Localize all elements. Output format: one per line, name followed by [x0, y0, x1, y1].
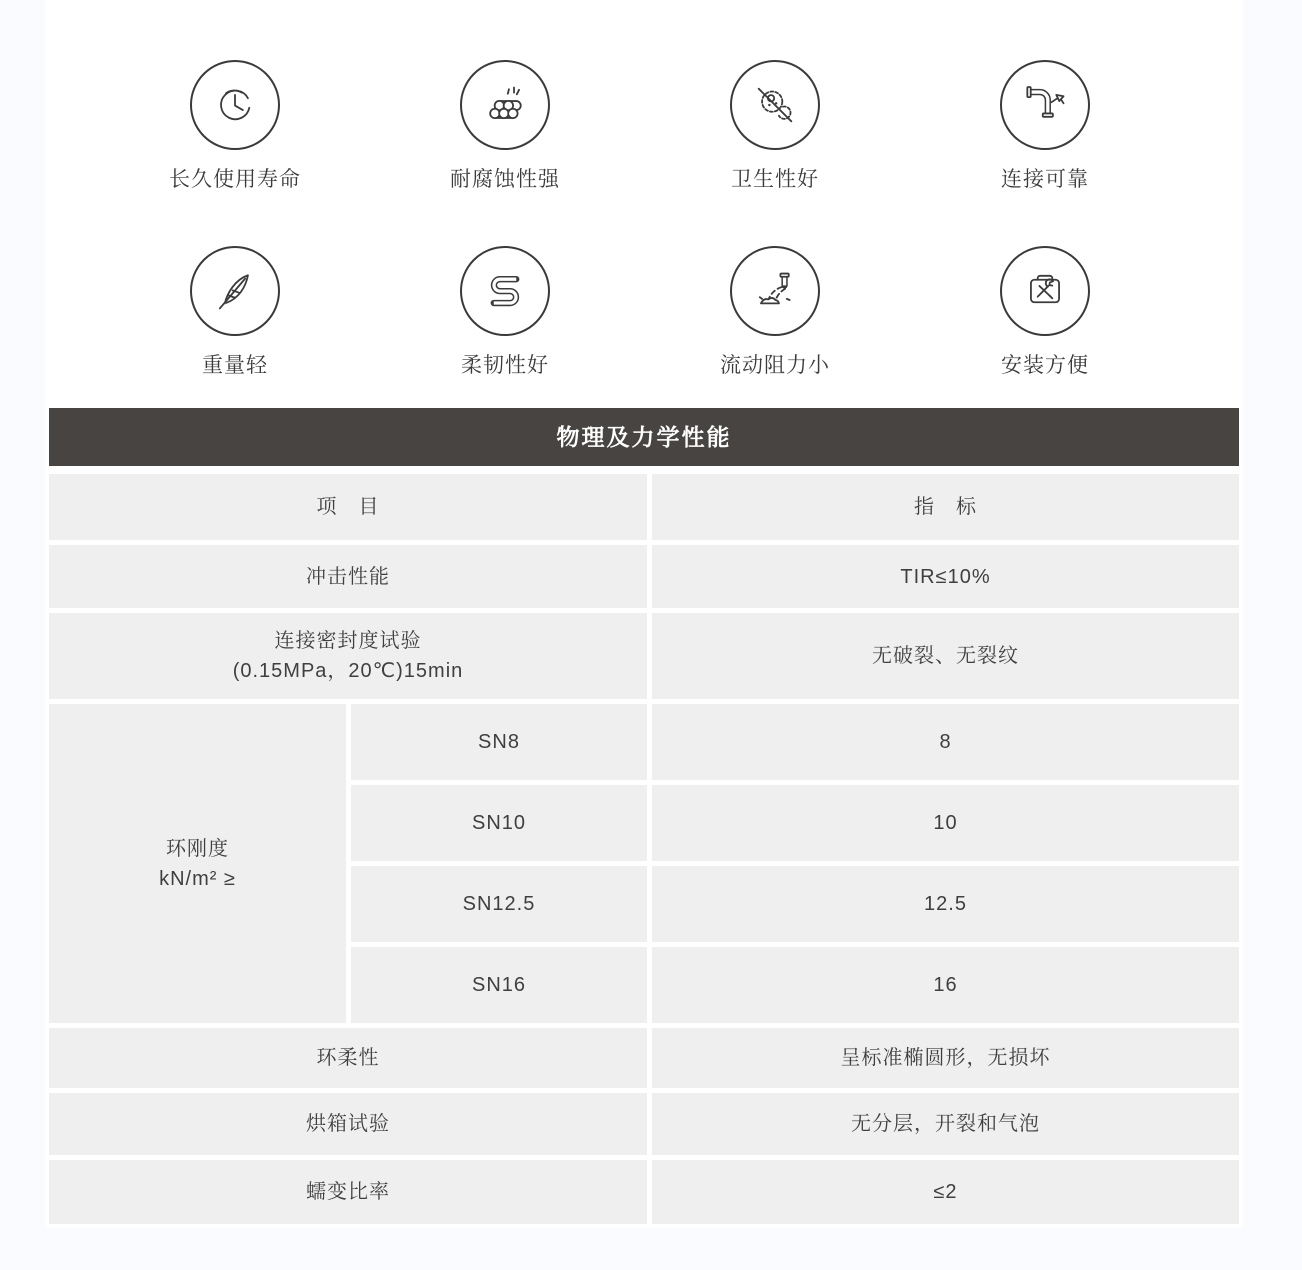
table-row-oven-test: [49, 1093, 1239, 1155]
value-cell: 12.5: [652, 866, 1239, 942]
water-flow-icon: [730, 246, 820, 336]
feature-grid: [100, 0, 1180, 380]
feature-label: 卫生性好: [731, 168, 819, 191]
feature-label: 流动阻力小: [720, 354, 830, 377]
value-cell: 无破裂、无裂纹: [652, 613, 1239, 699]
value-cell: 无分层，开裂和气泡: [652, 1093, 1239, 1155]
clock-icon: [190, 60, 280, 150]
feature-hygienic: [640, 60, 910, 194]
value-cell: ≤2: [652, 1160, 1239, 1224]
item-cell: [49, 613, 647, 699]
feature-corrosion-resistant: [370, 60, 640, 194]
feature-long-life: [100, 60, 370, 194]
table-row-creep-ratio: [49, 1160, 1239, 1224]
table-row-sn8: [351, 704, 1239, 780]
feature-label: 柔韧性好: [461, 354, 549, 377]
value-cell: 8: [652, 704, 1239, 780]
item-cell: 烘箱试验: [49, 1093, 647, 1155]
spec-table: [49, 408, 1239, 1224]
feature-label: 长久使用寿命: [169, 168, 301, 191]
table-row-ring-flexibility: [49, 1028, 1239, 1088]
ring-stiffness-label-cell: [49, 704, 346, 1023]
feature-easy-install: [910, 246, 1180, 380]
table-row-sn10: [351, 785, 1239, 861]
table-title: 物理及力学性能: [49, 408, 1239, 466]
table-row-impact: [49, 545, 1239, 608]
table-header-row: [49, 474, 1239, 540]
value-cell: 10: [652, 785, 1239, 861]
pipes-stack-icon: [460, 60, 550, 150]
ring-stiffness-label-line1: 环刚度: [166, 837, 229, 860]
feature-label: 重量轻: [202, 354, 268, 377]
content-card: [45, 0, 1243, 1228]
grade-cell: SN10: [351, 785, 647, 861]
grade-cell: SN16: [351, 947, 647, 1023]
grade-cell: SN8: [351, 704, 647, 780]
flexible-pipe-icon: [460, 246, 550, 336]
ring-stiffness-label-line2: kN/m² ≥: [159, 867, 236, 890]
no-bacteria-icon: [730, 60, 820, 150]
feature-label: 连接可靠: [1001, 168, 1089, 191]
grade-cell: SN12.5: [351, 866, 647, 942]
item-line1: 连接密封度试验: [274, 630, 422, 652]
feature-flexible: [370, 246, 640, 380]
feature-low-flow-resistance: [640, 246, 910, 380]
value-cell: TIR≤10%: [652, 545, 1239, 608]
item-cell: 环柔性: [49, 1028, 647, 1088]
feature-reliable-connection: [910, 60, 1180, 194]
feature-lightweight: [100, 246, 370, 380]
item-line2: (0.15MPa，20℃)15min: [232, 660, 464, 682]
value-cell: 16: [652, 947, 1239, 1023]
column-header-item: 项 目: [49, 474, 647, 540]
feather-icon: [190, 246, 280, 336]
feature-label: 安装方便: [1001, 354, 1089, 377]
table-row-sn12-5: [351, 866, 1239, 942]
ring-stiffness-rows: [351, 704, 1239, 1023]
item-cell: 冲击性能: [49, 545, 647, 608]
column-header-index: 指 标: [652, 474, 1239, 540]
feature-label: 耐腐蚀性强: [450, 168, 560, 191]
ring-stiffness-block: [49, 704, 1239, 1023]
pipe-connection-icon: [1000, 60, 1090, 150]
value-cell: 呈标准椭圆形，无损坏: [652, 1028, 1239, 1088]
table-row-sn16: [351, 947, 1239, 1023]
table-row-seal-test: [49, 613, 1239, 699]
item-cell: 蠕变比率: [49, 1160, 647, 1224]
table-body: [49, 474, 1239, 1224]
toolbox-icon: [1000, 246, 1090, 336]
